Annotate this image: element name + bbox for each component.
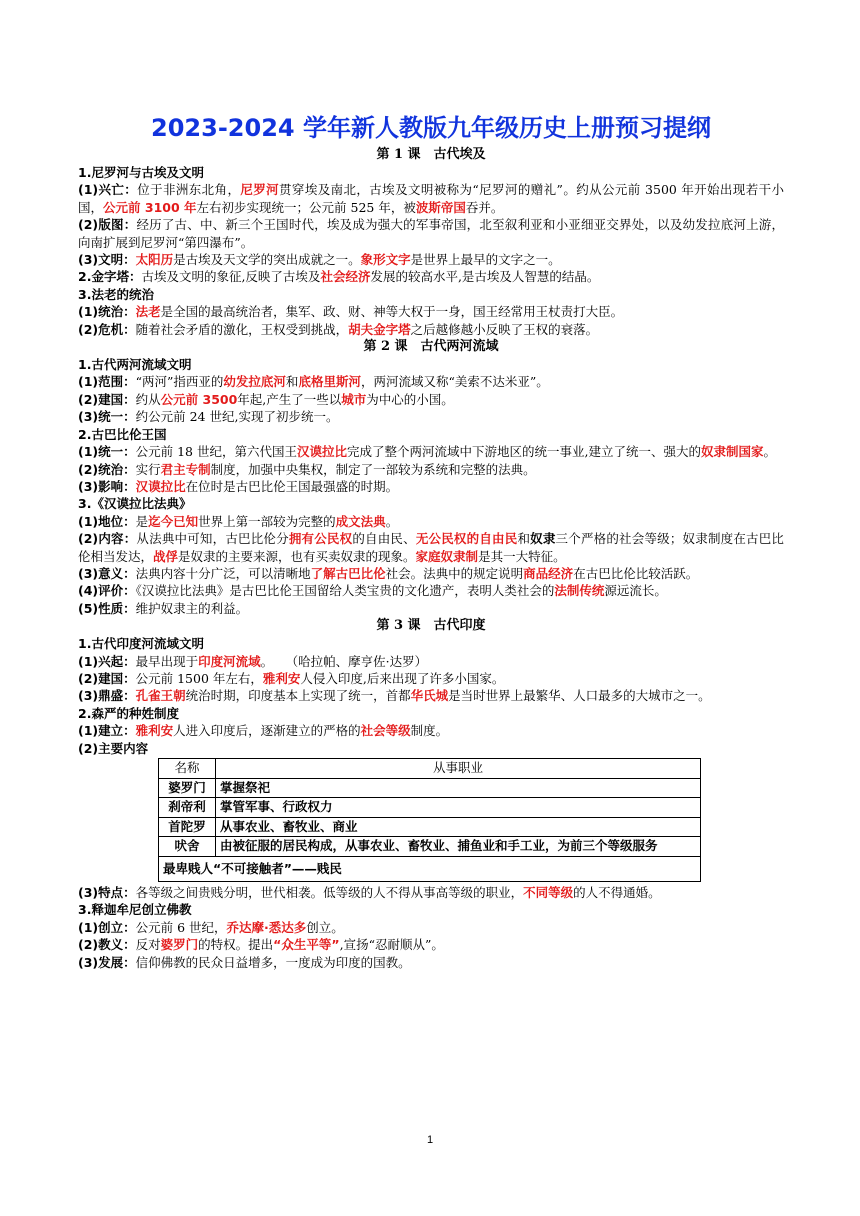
text-run: 的人不得通婚。 [573,885,661,900]
text-run: 三个严格的社会等级；奴隶制度在古巴比伦相当发达， [78,531,784,564]
text-run: 年起,产生了一些以 [237,391,342,407]
text-run: 人侵入印度,后来出现了许多小国家。 [300,670,505,686]
text-run: 最早出现于 [135,653,199,669]
paragraph [78,268,784,285]
lesson-3-heading [78,617,784,635]
text-run: “两河”指西亚的 [135,374,224,390]
text-run: 各等级之间贵贱分明，世代相袭。低等级的人不得从事高等级的职业， [135,885,524,900]
text-run: 从法典中可知，古巴比伦分 [136,531,289,547]
text-run: 之后越修越小反映了王权的衰落。 [410,321,599,337]
caste-name-cell: 婆罗门 [159,778,216,798]
text-run: 3.释迦牟尼创立佛教 [78,902,192,918]
text-run: 源远流长。 [604,583,667,599]
highlight-term: “众生平等” [273,937,340,953]
text-run: 左右初步实现统一；公元前 525 年，被 [196,199,416,215]
caste-job-cell: 从事农业、畜牧业、商业 [216,817,701,837]
text-run: 法典内容十分广泛，可以清晰地 [135,565,311,581]
text-run: 是当时世界上最繁华、人口最多的大城市之一。 [448,688,711,704]
highlight-term: 波斯帝国 [415,199,466,215]
text-run: 的自由民、 [352,531,416,547]
paragraph [78,653,784,670]
paragraph [78,936,784,953]
text-run: 1.古代两河流域文明 [78,357,192,373]
text-run: 和 [517,531,531,547]
item-label: (3)发展： [78,954,136,970]
paragraph [78,251,784,268]
caste-name-cell: 首陀罗 [159,817,216,837]
text-run: ，两河流域又称“美索不达米亚”。 [360,374,549,390]
caste-name-cell: 吠舍 [159,837,216,857]
highlight-term: 雅利安 [262,670,301,686]
text-run: 2.古巴比伦王国 [78,426,167,442]
text-run: 在古巴比伦比较活跃。 [573,565,699,581]
caste-table-row [159,798,701,818]
item-label: (3)影响： [78,478,136,494]
item-label: (2)主要内容 [78,740,149,756]
highlight-term: 法老 [135,304,161,320]
caste-job-cell: 掌握祭祀 [216,778,701,798]
text-run: 随着社会矛盾的激化，王权受到挑战， [135,321,349,337]
paragraph [78,670,784,687]
highlight-term: 拥有公民权 [288,531,353,547]
highlight-term: 公元前 3500 [160,391,238,407]
text-run: 3.法老的统治 [78,286,154,302]
paragraph [78,565,784,582]
text-run: 实行 [135,461,161,477]
paragraph [78,687,784,704]
section-heading [78,286,784,303]
text-run: 完成了整个两河流域中下游地区的统一事业,建立了统一、强大的 [347,444,701,460]
text-run: 维护奴隶主的利益。 [135,600,249,616]
caste-table-header-row [159,759,701,779]
paragraph [78,373,784,390]
text-run: 公元前 18 世纪，第六代国王 [135,444,297,460]
text-run: 3.《汉谟拉比法典》 [78,496,192,512]
highlight-term: 了解古巴比伦 [310,565,386,581]
text-run: 奴隶 [530,531,556,547]
text-run: 《汉谟拉比法典》是古巴比伦王国留给人类宝贵的文化遗产，表明人类社会的 [135,583,555,599]
text-run: 古埃及文明的象征,反映了古埃及 [141,269,321,285]
item-label: (3)意义： [78,565,136,581]
item-label: (2)内容： [78,531,137,547]
section-heading [78,356,784,373]
highlight-term: 家庭奴隶制 [415,548,479,564]
text-run: 是世界上最早的文字之一。 [410,252,561,268]
text-run: 第 1 课 古代埃及 [376,147,486,162]
text-run: 位于非洲东北角， [137,182,241,198]
caste-table-row [159,837,701,857]
item-label: (2)版图： [78,217,137,233]
item-label: (1)兴亡： [78,182,138,198]
text-run: 在位时是古巴比伦王国最强盛的时期。 [185,478,399,494]
item-label: (3)统一： [78,409,136,425]
text-run: 1.古代印度河流域文明 [78,636,204,652]
text-run: 制度。 [410,723,449,739]
text-run: 社会。法典中的规定说明 [385,565,524,581]
item-label: 2.金字塔： [78,269,142,285]
text-run: 创立。 [306,919,344,935]
text-run: 是古埃及天文学的突出成就之一。 [173,252,361,268]
item-label: (1)统治： [78,304,136,320]
text-run: 发展的较高水平,是古埃及人智慧的结晶。 [370,269,600,285]
item-label: (5)性质： [78,600,136,616]
text-run: 和 [285,374,299,390]
text-run: 。 [763,444,777,460]
item-label: (2)建国： [78,670,136,686]
text-run: ,宣扬“忍耐顺从”。 [339,937,444,953]
caste-table-footer-cell: 最卑贱人“不可接触者”——贱民 [159,856,701,882]
item-label: (1)创立： [78,919,136,935]
caste-table [158,758,701,882]
paragraph [78,478,784,495]
highlight-term: 社会等级 [360,723,411,739]
lesson-1-heading [78,146,784,164]
text-run: 统治时期，印度基本上实现了统一，首都 [185,688,411,704]
text-run: 贯穿埃及南北，古埃及文明被称为“尼罗河的赠礼”。约从公元前 3500 年开始出现若干小国， [78,182,784,215]
paragraph [78,513,784,530]
paragraph [78,321,784,338]
text-run: 是奴隶的主要来源，也有买卖奴隶的现象。 [178,548,416,564]
highlight-term: 乔达摩·悉达多 [226,919,307,935]
text-run: 制度，加强中央集权，制定了一部较为系统和完整的法典。 [210,461,536,477]
highlight-term: 孔雀王朝 [135,688,186,704]
paragraph [78,582,784,599]
highlight-term: 成文法典 [335,513,386,529]
paragraph [78,919,784,936]
text-run: 约从 [135,391,161,407]
highlight-term: 君主专制 [160,461,211,477]
text-run: 为中心的小国。 [366,391,454,407]
paragraph [78,181,784,216]
section-heading [78,164,784,181]
text-run: 反对 [135,937,161,953]
item-label: (2)危机： [78,321,136,337]
highlight-term: 尼罗河 [240,182,280,198]
highlight-term: 战俘 [153,548,179,564]
paragraph [78,954,784,971]
item-label: (2)教义： [78,937,136,953]
paragraph [78,740,784,757]
paragraph [78,722,784,739]
text-run: 公元前 1500 年左右， [135,670,263,686]
highlight-term: 印度河流域 [198,653,261,669]
caste-job-cell: 掌管军事、行政权力 [216,798,701,818]
item-label: (1)范围： [78,374,136,390]
text-run: 信仰佛教的民众日益增多，一度成为印度的国教。 [135,954,411,970]
document-title: 2023-2024 学年新人教版九年级历史上册预习提纲 [151,114,711,142]
text-run: 。 [385,513,399,529]
document-content [78,146,784,971]
paragraph [78,303,784,320]
paragraph [78,530,784,565]
highlight-term: 太阳历 [135,252,174,268]
item-label: (3)鼎盛： [78,688,136,704]
text-run: 的特权。提出 [198,937,274,953]
highlight-term: 华氏城 [410,688,449,704]
text-run: 第 3 课 古代印度 [376,618,486,634]
section-heading [78,705,784,722]
section-heading [78,426,784,443]
highlight-term: 商品经济 [523,565,574,581]
document-page [78,112,784,971]
item-label: (1)地位： [78,513,136,529]
text-run: 约公元前 24 世纪,实现了初步统一。 [135,409,339,425]
highlight-term: 汉谟拉比 [135,478,186,494]
caste-table-header-cell: 从事职业 [216,759,701,779]
highlight-term: 迄今已知 [148,513,199,529]
item-label: (2)统治： [78,461,136,477]
lesson-2-heading [78,338,784,356]
highlight-term: 象形文字 [360,252,411,268]
highlight-term: 奴隶制国家 [700,444,764,460]
text-run: 是 [135,513,149,529]
highlight-term: 幼发拉底河 [223,374,286,390]
section-heading [78,635,784,652]
item-label: (4)评价： [78,583,136,599]
highlight-term: 雅利安 [135,723,174,739]
item-label: (1)统一： [78,444,136,460]
paragraph [78,408,784,425]
highlight-term: 胡夫金字塔 [348,321,411,337]
text-run: 吞并。 [465,199,504,215]
item-label: (2)建国： [78,391,136,407]
text-run: 2.森严的种姓制度 [78,705,179,721]
highlight-term: 婆罗门 [160,937,199,953]
highlight-term: 社会经济 [320,269,371,285]
highlight-term: 汉谟拉比 [296,444,347,460]
text-run: 人进入印度后，逐渐建立的严格的 [173,723,361,739]
paragraph [78,216,784,251]
highlight-term: 公元前 3100 年 [103,199,197,215]
highlight-term: 底格里斯河 [298,374,361,390]
item-label: (3)文明： [78,252,136,268]
text-run: 公元前 6 世纪， [135,919,227,935]
text-run: 是其一大特征。 [478,548,566,564]
item-label: (1)建立： [78,723,136,739]
page-number: 1 [426,1134,434,1146]
highlight-term: 城市 [341,391,367,407]
section-heading [78,495,784,512]
caste-table-row [159,778,701,798]
item-label: (1)兴起： [78,653,136,669]
paragraph [78,461,784,478]
paragraph [78,600,784,617]
highlight-term: 无公民权的自由民 [415,531,518,547]
text-run: 世界上第一部较为完整的 [198,513,336,529]
caste-table-footer-row [159,856,701,882]
caste-job-cell: 由被征服的居民构成，从事农业、畜牧业、捕鱼业和手工业，为前三个等级服务 [216,837,701,857]
paragraph [78,443,784,460]
caste-name-cell: 刹帝利 [159,798,216,818]
paragraph [78,884,784,901]
text-run: 1.尼罗河与古埃及文明 [78,165,204,180]
text-run: 。 （哈拉帕、摩亨佐·达罗） [260,653,428,669]
text-run: 是全国的最高统治者，集军、政、财、神等大权于一身，国王经常用王杖责打大臣。 [160,304,624,320]
paragraph [78,391,784,408]
section-heading [78,901,784,918]
caste-table-row [159,817,701,837]
text-run: 经历了古、中、新三个王国时代，埃及成为强大的军事帝国，北至叙利亚和小亚细亚交界处，以及幼发拉底河上游，向南扩展到尼罗河“第四瀑布”。 [78,217,784,250]
item-label: (3)特点： [78,885,136,900]
caste-table-header-cell: 名称 [159,759,216,779]
highlight-term: 不同等级 [523,885,574,900]
highlight-term: 法制传统 [554,583,605,599]
text-run: 第 2 课 古代两河流域 [363,339,499,355]
